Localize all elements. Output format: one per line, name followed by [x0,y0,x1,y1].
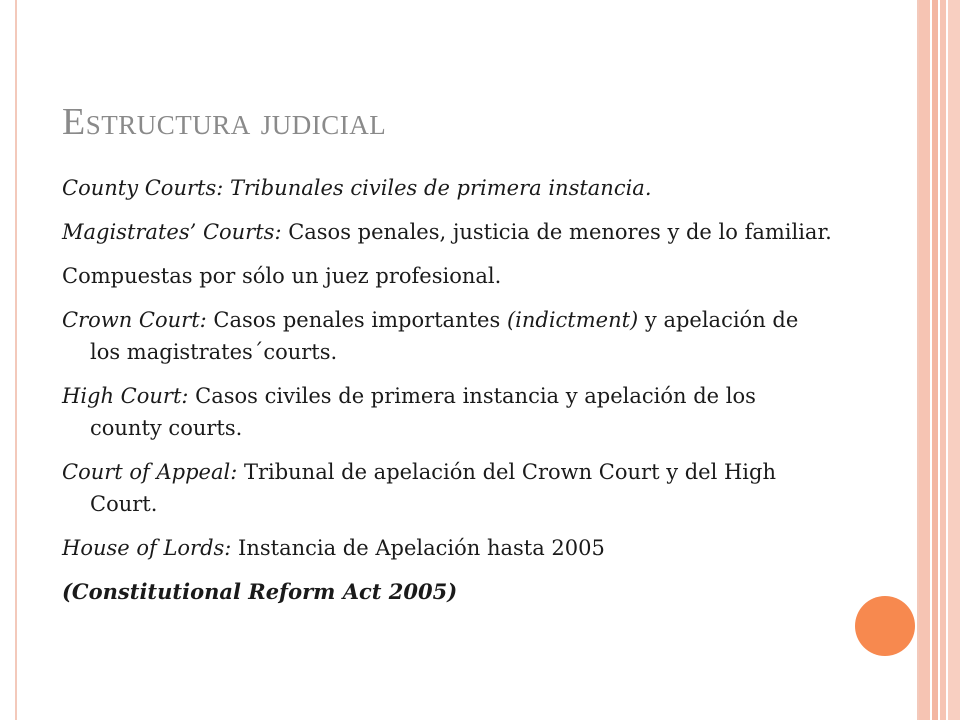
bullet-house-of-lords [62,532,832,564]
slide-title: Estructura judicial [62,101,387,143]
slide-body [62,172,832,620]
item-text: Casos penales, justicia de menores y de lo familiar. [281,220,832,244]
bullet-high-court [62,380,832,444]
bullet-constitutional-reform-act [62,576,832,608]
bullet-magistrates-courts [62,216,832,248]
bullet-crown-court [62,304,832,368]
item-lead: High Court: [62,384,189,408]
stripe [948,0,960,720]
bullet-court-of-appeal [62,456,832,520]
stripe [919,0,930,720]
item-text-2: y apelación de los magistrates´courts. [90,308,799,364]
item-text: Casos civiles de primera instancia y apelación de los county courts. [90,384,756,440]
item-text: Instancia de Apelación hasta 2005 [231,536,605,560]
item-lead: House of Lords: [62,536,232,560]
item-lead: Magistrates’ Courts: [62,220,282,244]
item-text: Tribunal de apelación del Crown Court y del High Court. [90,460,776,516]
bullet-compuestas [62,260,832,292]
item-lead: (Constitutional Reform Act 2005) [62,579,458,604]
decorative-orange-circle [855,596,915,656]
decorative-stripes [919,0,960,720]
item-text: Casos penales importantes [206,308,507,332]
item-lead: Crown Court: [62,308,207,332]
bullet-county-courts [62,172,832,204]
item-lead: Court of Appeal: [62,460,238,484]
item-text: Compuestas por sólo un juez profesional. [62,264,502,288]
item-lead-2: (indictment) [506,308,639,332]
item-lead: County Courts: Tribunales civiles de primera instancia. [62,176,652,200]
